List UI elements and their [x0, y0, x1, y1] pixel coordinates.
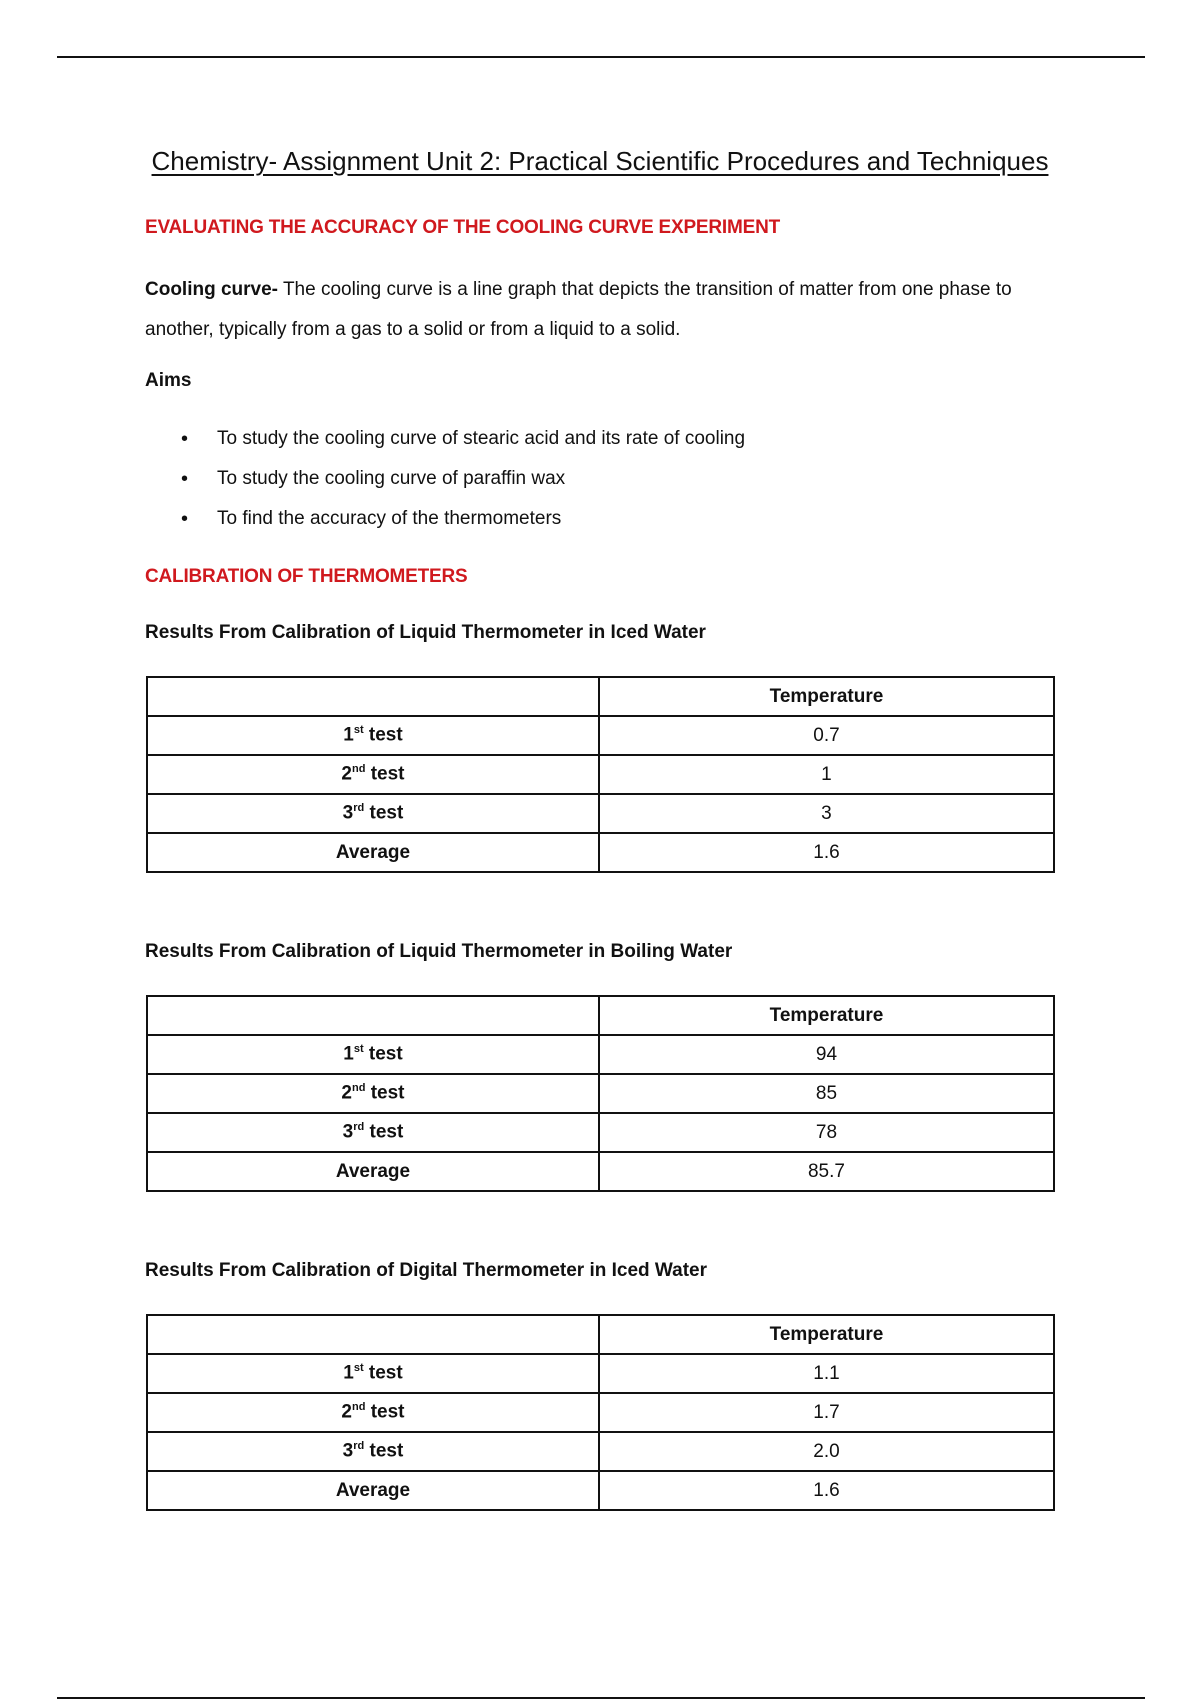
table-row: [147, 1035, 1054, 1074]
cell-value: 78: [599, 1113, 1054, 1152]
row-label: 3rd test: [147, 794, 599, 833]
aim-text: To study the cooling curve of stearic acid and its rate of cooling: [217, 428, 746, 449]
cell-value: 3: [599, 794, 1054, 833]
table-header-row: [147, 1315, 1054, 1354]
cell-value: 1.7: [599, 1393, 1054, 1432]
row-label: 2nd test: [147, 755, 599, 794]
row-label: 2nd test: [147, 1393, 599, 1432]
row-label: 3rd test: [147, 1432, 599, 1471]
cell-value: 0.7: [599, 716, 1054, 755]
aim-text: To study the cooling curve of paraffin wax: [217, 468, 566, 489]
cell-value: 1.1: [599, 1354, 1054, 1393]
table-row: [147, 1393, 1054, 1432]
table-row: [147, 794, 1054, 833]
table-row: [147, 833, 1054, 872]
results-table-liquid-boiling: [146, 995, 1055, 1192]
list-item: [145, 419, 745, 459]
column-header: Temperature: [599, 1315, 1054, 1354]
footer-rule: [57, 1697, 1145, 1699]
row-label: 2nd test: [147, 1074, 599, 1113]
row-label: 3rd test: [147, 1113, 599, 1152]
definition-paragraph: [145, 270, 1065, 350]
cell-value: 1.6: [599, 833, 1054, 872]
list-item: [145, 499, 745, 539]
bullet-icon: •: [181, 508, 189, 530]
table-title-liquid-boiling: Results From Calibration of Liquid Thermometer in Boiling Water: [145, 941, 733, 962]
cell-value: 2.0: [599, 1432, 1054, 1471]
definition-term: Cooling curve-: [145, 279, 279, 300]
page-title: Chemistry- Assignment Unit 2: Practical Scientific Procedures and Techniques: [151, 146, 1049, 176]
table-header-row: [147, 996, 1054, 1035]
cell-value: 85: [599, 1074, 1054, 1113]
header-rule: [57, 56, 1145, 58]
row-label: 1st test: [147, 1354, 599, 1393]
section-heading-calibration: CALIBRATION OF THERMOMETERS: [145, 566, 468, 587]
aim-text: To find the accuracy of the thermometers: [217, 508, 562, 529]
column-header: Temperature: [599, 996, 1054, 1035]
table-row: [147, 1113, 1054, 1152]
row-label: Average: [147, 1152, 599, 1191]
table-row: [147, 1354, 1054, 1393]
definition-text: The cooling curve is a line graph that depicts the transition of matter from one phase to another, typically from a gas to a solid or from a liquid to a solid.: [145, 279, 1012, 340]
row-label: 1st test: [147, 1035, 599, 1074]
bullet-icon: •: [181, 428, 189, 450]
aims-list: [145, 419, 745, 539]
row-label: Average: [147, 833, 599, 872]
cell-value: 85.7: [599, 1152, 1054, 1191]
cell-value: 1.6: [599, 1471, 1054, 1510]
list-item: [145, 459, 745, 499]
results-table-digital-iced: [146, 1314, 1055, 1511]
bullet-icon: •: [181, 468, 189, 490]
table-row: [147, 755, 1054, 794]
table-row: [147, 1152, 1054, 1191]
empty-header-cell: [147, 1315, 599, 1354]
results-table-liquid-iced: [146, 676, 1055, 873]
table-title-liquid-iced: Results From Calibration of Liquid Thermometer in Iced Water: [145, 622, 706, 643]
column-header: Temperature: [599, 677, 1054, 716]
row-label: 1st test: [147, 716, 599, 755]
aims-label: Aims: [145, 370, 192, 391]
table-row: [147, 1471, 1054, 1510]
table-row: [147, 716, 1054, 755]
table-row: [147, 1074, 1054, 1113]
table-header-row: [147, 677, 1054, 716]
empty-header-cell: [147, 996, 599, 1035]
section-heading-accuracy: EVALUATING THE ACCURACY OF THE COOLING CURVE EXPERIMENT: [145, 217, 781, 238]
table-title-digital-iced: Results From Calibration of Digital Thermometer in Iced Water: [145, 1260, 707, 1281]
cell-value: 1: [599, 755, 1054, 794]
table-row: [147, 1432, 1054, 1471]
row-label: Average: [147, 1471, 599, 1510]
empty-header-cell: [147, 677, 599, 716]
cell-value: 94: [599, 1035, 1054, 1074]
